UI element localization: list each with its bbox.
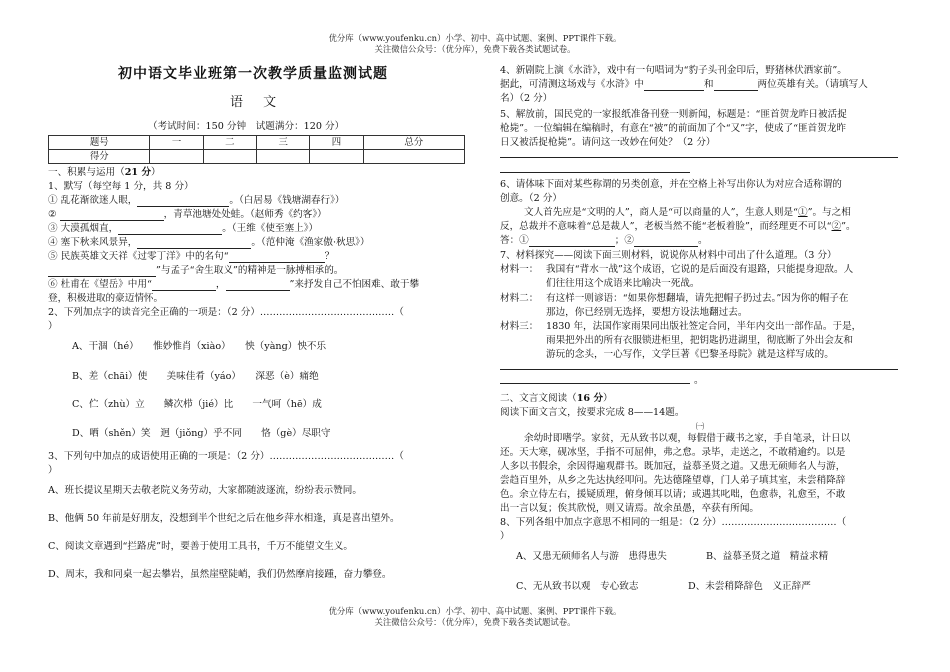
q6-line-3: 文人首先应是“文明的人”，商人是“可以商量的人”，生意人则是“①”。与之相 bbox=[524, 207, 851, 218]
answer-blank[interactable] bbox=[229, 252, 325, 263]
q1-item-4: ④ 塞下秋来风景异， 。（范仲淹《渔家傲·秋思》） bbox=[48, 237, 370, 248]
answer-blank[interactable] bbox=[529, 236, 615, 247]
material-3-line-1: 1830 年，法国作家雨果同出版社签定合同，半年内交出一部作品。于是， bbox=[546, 321, 862, 332]
q2-option-d[interactable]: D、哂（shěn）笑 迥（jiǒng）乎不同 恪（gè）尽职守 bbox=[72, 428, 331, 439]
q1-item-2: ② ，青草池塘处处蛙。（赵师秀《约客》） bbox=[48, 209, 327, 220]
q3-prompt-end: ） bbox=[48, 465, 58, 476]
exam-meta: （考试时间：150 分钟 试题满分：120 分） bbox=[148, 121, 345, 132]
q7-answer-line[interactable] bbox=[500, 383, 690, 384]
answer-blank[interactable] bbox=[644, 80, 704, 91]
q8-prompt-end: ） bbox=[500, 531, 510, 542]
section-1-heading: 一、积累与运用（21 分） bbox=[48, 167, 161, 178]
answer-blank[interactable] bbox=[714, 80, 758, 91]
q1-item-5-cont: ”与孟子“舍生取义”的精神是一脉搏相承的。 bbox=[48, 264, 343, 277]
q6-line-2: 创意。（2 分） bbox=[500, 193, 562, 204]
q1-prompt: 1、默写（每空每 1 分，共 8 分） bbox=[48, 181, 194, 192]
answer-blank[interactable] bbox=[137, 238, 251, 249]
q1-item-1: ① 乱花渐欲迷人眼， 。（白居易《钱塘湖春行》） bbox=[48, 195, 345, 206]
section-2-heading: 二、文言文阅读（16 分） bbox=[500, 393, 613, 404]
q3-option-c[interactable]: C、阅读文章遇到“拦路虎”时，要善于使用工具书，千万不能望文生义。 bbox=[48, 541, 353, 552]
score-row-label: 得分 bbox=[49, 150, 150, 164]
q6-line-1: 6、请体味下面对某些称谓的另类创意，并在空格上补写出你认为对应合适称谓的 bbox=[500, 179, 842, 190]
q2-prompt-end: ） bbox=[48, 321, 58, 332]
answer-blank[interactable] bbox=[48, 266, 156, 277]
footer-line-1: 优分库（www.youfenku.cn）小学、初中、高中试题、案例、PPT课件下载。 bbox=[328, 606, 622, 616]
q3-option-b[interactable]: B、他俩 50 年前是好朋友，没想到半个世纪之后在他乡萍水相逢，真是喜出望外。 bbox=[48, 513, 400, 524]
score-header-cell: 二 bbox=[203, 136, 256, 150]
q6-answer: 答：① ；② 。 bbox=[500, 235, 708, 246]
score-cell[interactable] bbox=[363, 150, 464, 164]
footer-line-2: 关注微信公众号：（优分库），免费下载各类试题试卷。 bbox=[374, 617, 576, 627]
passage-line-4: 尝趋百里外，从乡之先达执经叩问。先达德隆望尊，门人弟子填其室，未尝稍降辞 bbox=[500, 475, 846, 486]
q4-line-1: 4、新剧院上演《水浒》，戏中有一句唱词为“豹子头刊金印后，野猪林伏洒家前”。 bbox=[500, 65, 847, 76]
header-line-1: 优分库（www.youfenku.cn）小学、初中、高中试题、案例、PPT课件下载。 bbox=[328, 33, 622, 43]
q3-prompt: 3、下列句中加点的成语使用正确的一项是：（2 分）…………………………………（ bbox=[48, 451, 404, 462]
q6-line-4: 反，总裁并不意味着“总是裁人”，老板当然不能“老板着脸”，而经理更不可以“②”。 bbox=[500, 221, 856, 232]
material-3-line-3: 游玩的念头，一心写作，文学巨著《巴黎圣母院》就是这样写成的。 bbox=[546, 349, 834, 360]
score-table-header-row bbox=[49, 136, 465, 150]
q4-line-2: 据此，可清测这场戏与《水浒》中 和 两位英雄有关。（请填写人 bbox=[500, 79, 868, 90]
q2-option-a[interactable]: A、干涸（hé） 惟妙惟肖（xiào） 怏（yàng）怏不乐 bbox=[72, 341, 327, 352]
material-2-line-1: 有这样一则谚语：“如果你想翻墙，请先把帽子扔过去。”因为你的帽子在 bbox=[546, 293, 849, 304]
answer-blank[interactable] bbox=[152, 280, 216, 291]
q1-item-5: ⑤ 民族英雄文天祥《过零丁洋》中的名句“ ？ bbox=[48, 251, 335, 262]
material-1-line-1: 我国有“背水一战”这个成语，它说的是后面没有退路，只能提身迎敌。人 bbox=[546, 264, 854, 275]
q1-item-6: ⑥ 杜甫在《望岳》中用“ ， ”来抒发自己不怕困难、敢于攀 bbox=[48, 279, 420, 290]
q7-prompt: 7、材料探究——阅读下面三则材料，说说你从材料中司出了什么道理。（3 分） bbox=[500, 250, 837, 261]
exam-subject: 语 文 bbox=[230, 95, 285, 110]
answer-blank[interactable] bbox=[118, 224, 222, 235]
header-line-2: 关注微信公众号：（优分库），免费下载各类试题试卷。 bbox=[374, 44, 576, 54]
score-cell[interactable] bbox=[256, 150, 309, 164]
score-table bbox=[48, 135, 465, 164]
answer-blank[interactable] bbox=[60, 210, 164, 221]
material-2-line-2: 那边，你已经别无选择，要想方设法地翻过去。 bbox=[546, 307, 748, 318]
q8-option-b[interactable]: B、益慕圣贤之道 精益求精 bbox=[706, 551, 829, 562]
passage-line-3: 人多以书假余，余因得遍观群书。既加冠，益慕圣贤之道。又患无硕师名人与游， bbox=[500, 461, 846, 472]
q8-option-d[interactable]: D、未尝稍降辞色 义正辞严 bbox=[688, 581, 811, 592]
answer-blank[interactable] bbox=[137, 196, 229, 207]
score-cell[interactable] bbox=[310, 150, 363, 164]
score-cell[interactable] bbox=[203, 150, 256, 164]
q5-answer-line[interactable] bbox=[500, 157, 898, 158]
score-cell[interactable] bbox=[150, 150, 203, 164]
material-2-label: 材料二： bbox=[500, 293, 539, 304]
q8-option-c[interactable]: C、无从致书以观 专心致志 bbox=[516, 581, 639, 592]
passage-line-2: 还。天大寒，砚冰坚，手指不可屈伸，弗之怠。录毕，走送之，不敢稍逾约。以是 bbox=[500, 447, 846, 458]
score-header-cell: 一 bbox=[150, 136, 203, 150]
q2-prompt: 2、下列加点字的读音完全正确的一项是：（2 分）……………………………………（ bbox=[48, 307, 404, 318]
material-3-label: 材料三： bbox=[500, 321, 539, 332]
material-1-label: 材料一： bbox=[500, 264, 539, 275]
q1-item-6-cont: 登，积极进取的豪迈情怀。 bbox=[48, 293, 164, 304]
score-header-cell: 三 bbox=[256, 136, 309, 150]
q8-prompt: 8、下列各组中加点字意思不相同的一组是：（2 分）………………………………（ bbox=[500, 517, 847, 528]
exam-title: 初中语文毕业班第一次教学质量监测试题 bbox=[118, 66, 388, 82]
q5-line-3: 日又被活捉枪毙”。请问这一改妙在何处？（2 分） bbox=[500, 137, 716, 148]
q2-option-c[interactable]: C、伫（zhù）立 鳞次栉（jié）比 一气呵（hē）成 bbox=[72, 399, 322, 410]
answer-blank[interactable] bbox=[634, 236, 698, 247]
passage-line-1: 余幼时即嗜学。家贫，无从致书以观，每假借于藏书之家，手自笔录，计日以 bbox=[524, 433, 851, 444]
score-header-cell: 四 bbox=[310, 136, 363, 150]
q5-line-2: 枪毙”。一位编辑在编稿时，有意在“被”的前面加了个“又”字，使成了“匪首贺龙昨 bbox=[500, 123, 847, 134]
section-2-intro: 阅读下面文言文，按要求完成 8——14题。 bbox=[500, 407, 685, 418]
passage-line-6: 出一言以复；俟其欣悦，则又请焉。故余虽愚，卒获有所闻。 bbox=[500, 503, 760, 514]
q5-answer-line[interactable] bbox=[500, 172, 690, 173]
answer-blank[interactable] bbox=[226, 280, 290, 291]
q1-item-3: ③ 大漠孤烟直， 。（王维《使至塞上》） bbox=[48, 223, 319, 234]
q3-option-a[interactable]: A、班长提议星期天去敬老院义务劳动，大家都随波逐流，纷纷表示赞同。 bbox=[48, 485, 362, 496]
q2-option-b[interactable]: B、差（chāi）使 美味佳肴（yáo） 深恶（è）痛绝 bbox=[72, 371, 319, 382]
passage-line-5: 色。余立侍左右，援疑质理，俯身倾耳以请；或遇其叱咄，色愈恭，礼愈至，不敢 bbox=[500, 489, 846, 500]
q4-line-3: 名）（2 分） bbox=[500, 93, 553, 104]
q3-option-d[interactable]: D、周末，我和同桌一起去攀岩，虽然崖壁陡峭，我们仍然摩肩接踵，奋力攀登。 bbox=[48, 569, 392, 580]
q8-option-a[interactable]: A、又患无硕师名人与游 患得患失 bbox=[516, 551, 667, 562]
material-3-line-2: 雨果把外出的所有衣服锁进柜里，把钥匙扔进湖里，彻底断了外出会友和 bbox=[546, 335, 853, 346]
material-1-line-2: 们往往用这个成语来比喻决一死战。 bbox=[546, 278, 700, 289]
score-header-cell: 总分 bbox=[363, 136, 464, 150]
q7-end-mark: 。 bbox=[694, 375, 704, 386]
q7-answer-line[interactable] bbox=[500, 369, 898, 370]
q5-line-1: 5、解放前，国民党的一家报纸准备刊登一则新闻，标题是：“匪首贺龙昨日被活捉 bbox=[500, 109, 847, 120]
score-table-row bbox=[49, 150, 465, 164]
passage-number: ㈠ bbox=[696, 422, 704, 431]
score-header-cell: 题号 bbox=[49, 136, 150, 150]
